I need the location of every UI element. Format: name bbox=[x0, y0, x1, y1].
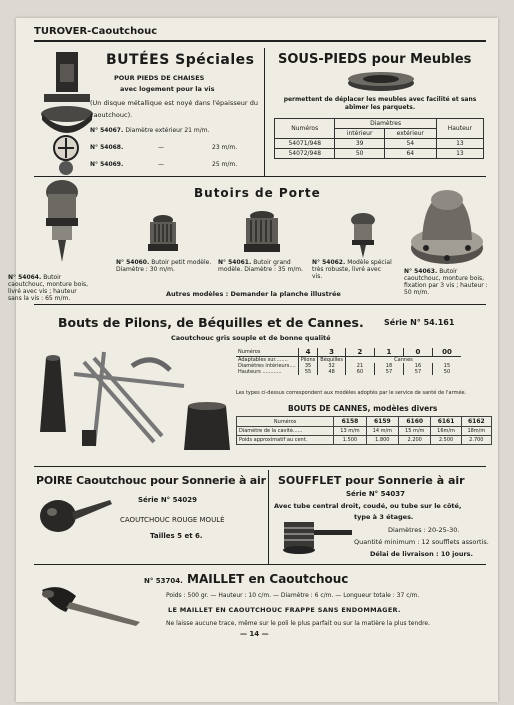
butoir-54060-illustration bbox=[146, 214, 180, 254]
pilons-subtitle: Caoutchouc gris souple et de bonne qualité bbox=[171, 334, 331, 342]
col-diametres: Diamètres bbox=[335, 119, 436, 129]
butoir-54064-illustration bbox=[38, 178, 88, 264]
col-interieur: intérieur bbox=[335, 129, 384, 139]
section-rule bbox=[34, 564, 486, 565]
butoir-item: N° 54062. Modèle spécial très robuste, livré avec vis. bbox=[312, 259, 392, 280]
section-rule bbox=[34, 176, 486, 177]
catalog-header: TUROVER-Caoutchouc bbox=[34, 26, 158, 37]
butoirs-footer: Autres modèles : Demander la planche illustrée bbox=[166, 290, 341, 298]
maillet-claim-2: Ne laisse aucune trace, même sur le poli le plus parfait ou sur la matière la plus tendre. bbox=[166, 620, 430, 627]
soufflet-delay: Délai de livraison : 10 jours. bbox=[370, 550, 474, 558]
poire-sizes: Tailles 5 et 6. bbox=[150, 532, 203, 540]
table-row: Diamètre de la cavité...... 13 m/m 14 m/m 15 m/m 16m/m 18m/m bbox=[237, 427, 492, 436]
butoir-item: N° 54064. Butoir caoutchouc, monture bois, livré avec vis ; hauteur sans la vis : 65 m/m. bbox=[8, 274, 89, 302]
section-rule bbox=[34, 304, 486, 305]
butees-item: N° 54068. — 23 m/m. bbox=[90, 144, 238, 151]
butees-item: N° 54067. Diamètre extérieur 21 m/m. bbox=[90, 127, 210, 134]
pilons-title: Bouts de Pilons, de Béquilles et de Cannes. bbox=[58, 315, 364, 330]
soufflet-desc: Avec tube central droit, coudé, ou tube sur le côté, bbox=[274, 502, 462, 510]
soufflet-diam: Diamètres : 20-25-30. bbox=[388, 526, 460, 534]
soufflet-serie: Série N° 54037 bbox=[346, 490, 405, 498]
catalog-page bbox=[8, 18, 498, 702]
maillet-specs: Poids : 500 gr. — Hauteur : 10 c/m. — Diamètre : 6 c/m. — Longueur totale : 37 c/m. bbox=[166, 592, 420, 599]
butoir-54061-illustration bbox=[242, 210, 282, 256]
butoir-54063-illustration bbox=[408, 178, 486, 268]
poire-text: CAOUTCHOUC ROUGE MOULÉ bbox=[120, 516, 225, 524]
pilons-illustration bbox=[34, 346, 234, 454]
header-rule bbox=[34, 40, 486, 42]
pilons-serie: Série N° 54.161 bbox=[384, 318, 455, 327]
pilons-note: Les types ci-dessus correspondent aux modèles adoptés par le service de santé de l'armée. bbox=[236, 390, 467, 396]
maillet-illustration bbox=[36, 578, 146, 628]
table-row: Numéros 4 3 2 1 0 00 bbox=[236, 348, 461, 357]
poire-serie: Série N° 54029 bbox=[138, 496, 197, 504]
table-row: Poids approximatif au cent. 1.500 1.800 2.200 2.500 2.700 bbox=[237, 436, 492, 445]
column-divider bbox=[268, 470, 269, 564]
butoir-item: N° 54063. Butoir caoutchouc, monture bois, fixation par 3 vis ; hauteur : 50 m/m. bbox=[404, 268, 488, 296]
butees-item: N° 54069. — 25 m/m. bbox=[90, 161, 238, 168]
butees-subtitle: POUR PIEDS DE CHAISES bbox=[114, 74, 205, 82]
table-row: Diamètres intérieurs.... 35 32 21 18 16 15 bbox=[236, 363, 461, 369]
cannes-table bbox=[236, 416, 492, 445]
table-row: 54071/948 39 54 13 bbox=[275, 139, 484, 149]
butees-subtitle-2: avec logement pour la vis bbox=[120, 85, 215, 93]
souspieds-desc: permettent de déplacer les meubles avec facilité et sans abîmer les parquets. bbox=[283, 96, 477, 111]
soufflet-desc-2: type à 3 étages. bbox=[354, 513, 414, 521]
butees-note: (Un disque métallique est noyé dans l'épaisseur du caoutchouc). bbox=[90, 99, 258, 119]
col-numeros: Numéros bbox=[275, 119, 335, 139]
soufflet-qty: Quantité minimum : 12 soufflets assortis. bbox=[354, 538, 489, 546]
table-row: Adaptables sur........ Pilons Béquilles Cannes bbox=[236, 357, 461, 364]
soufflet-illustration bbox=[278, 514, 358, 556]
table-row: 54072/948 50 64 13 bbox=[275, 149, 484, 159]
souspied-illustration bbox=[346, 70, 416, 92]
col-exterieur: extérieur bbox=[384, 129, 436, 139]
poire-title: POIRE Caoutchouc pour Sonnerie à air bbox=[36, 474, 266, 487]
souspieds-title: SOUS-PIEDS pour Meubles bbox=[278, 52, 472, 67]
col-hauteur: Hauteur bbox=[436, 119, 483, 139]
cannes-title: BOUTS DE CANNES, modèles divers bbox=[288, 404, 438, 413]
butee-illustration bbox=[38, 50, 96, 180]
soufflet-title: SOUFFLET pour Sonnerie à air bbox=[278, 474, 465, 487]
butoir-item: N° 54061. Butoir grand modèle. Diamètre : 35 m/m. bbox=[218, 259, 304, 273]
page-number: — 14 — bbox=[240, 630, 269, 638]
maillet-claim: LE MAILLET EN CAOUTCHOUC FRAPPE SANS ENDOMMAGER. bbox=[168, 606, 401, 614]
table-row: Numéros 6158 6159 6160 6161 6162 bbox=[237, 417, 492, 427]
poire-illustration bbox=[38, 492, 118, 536]
butoirs-title: Butoirs de Porte bbox=[194, 186, 321, 200]
pilons-table bbox=[236, 348, 461, 375]
butoir-item: N° 54060. Butoir petit modèle. Diamètre : 30 m/m. bbox=[116, 259, 212, 273]
butees-title: BUTÉES Spéciales bbox=[106, 52, 255, 68]
section-rule bbox=[34, 466, 486, 467]
table-row: Hauteurs ............ 55 48 60 57 57 50 bbox=[236, 369, 461, 375]
souspieds-table bbox=[274, 118, 484, 159]
column-divider bbox=[264, 48, 265, 176]
cannes-label: Cannes bbox=[345, 357, 461, 364]
butoir-54062-illustration bbox=[348, 212, 378, 258]
maillet-heading: N° 53704. MAILLET en Caoutchouc bbox=[144, 572, 349, 586]
